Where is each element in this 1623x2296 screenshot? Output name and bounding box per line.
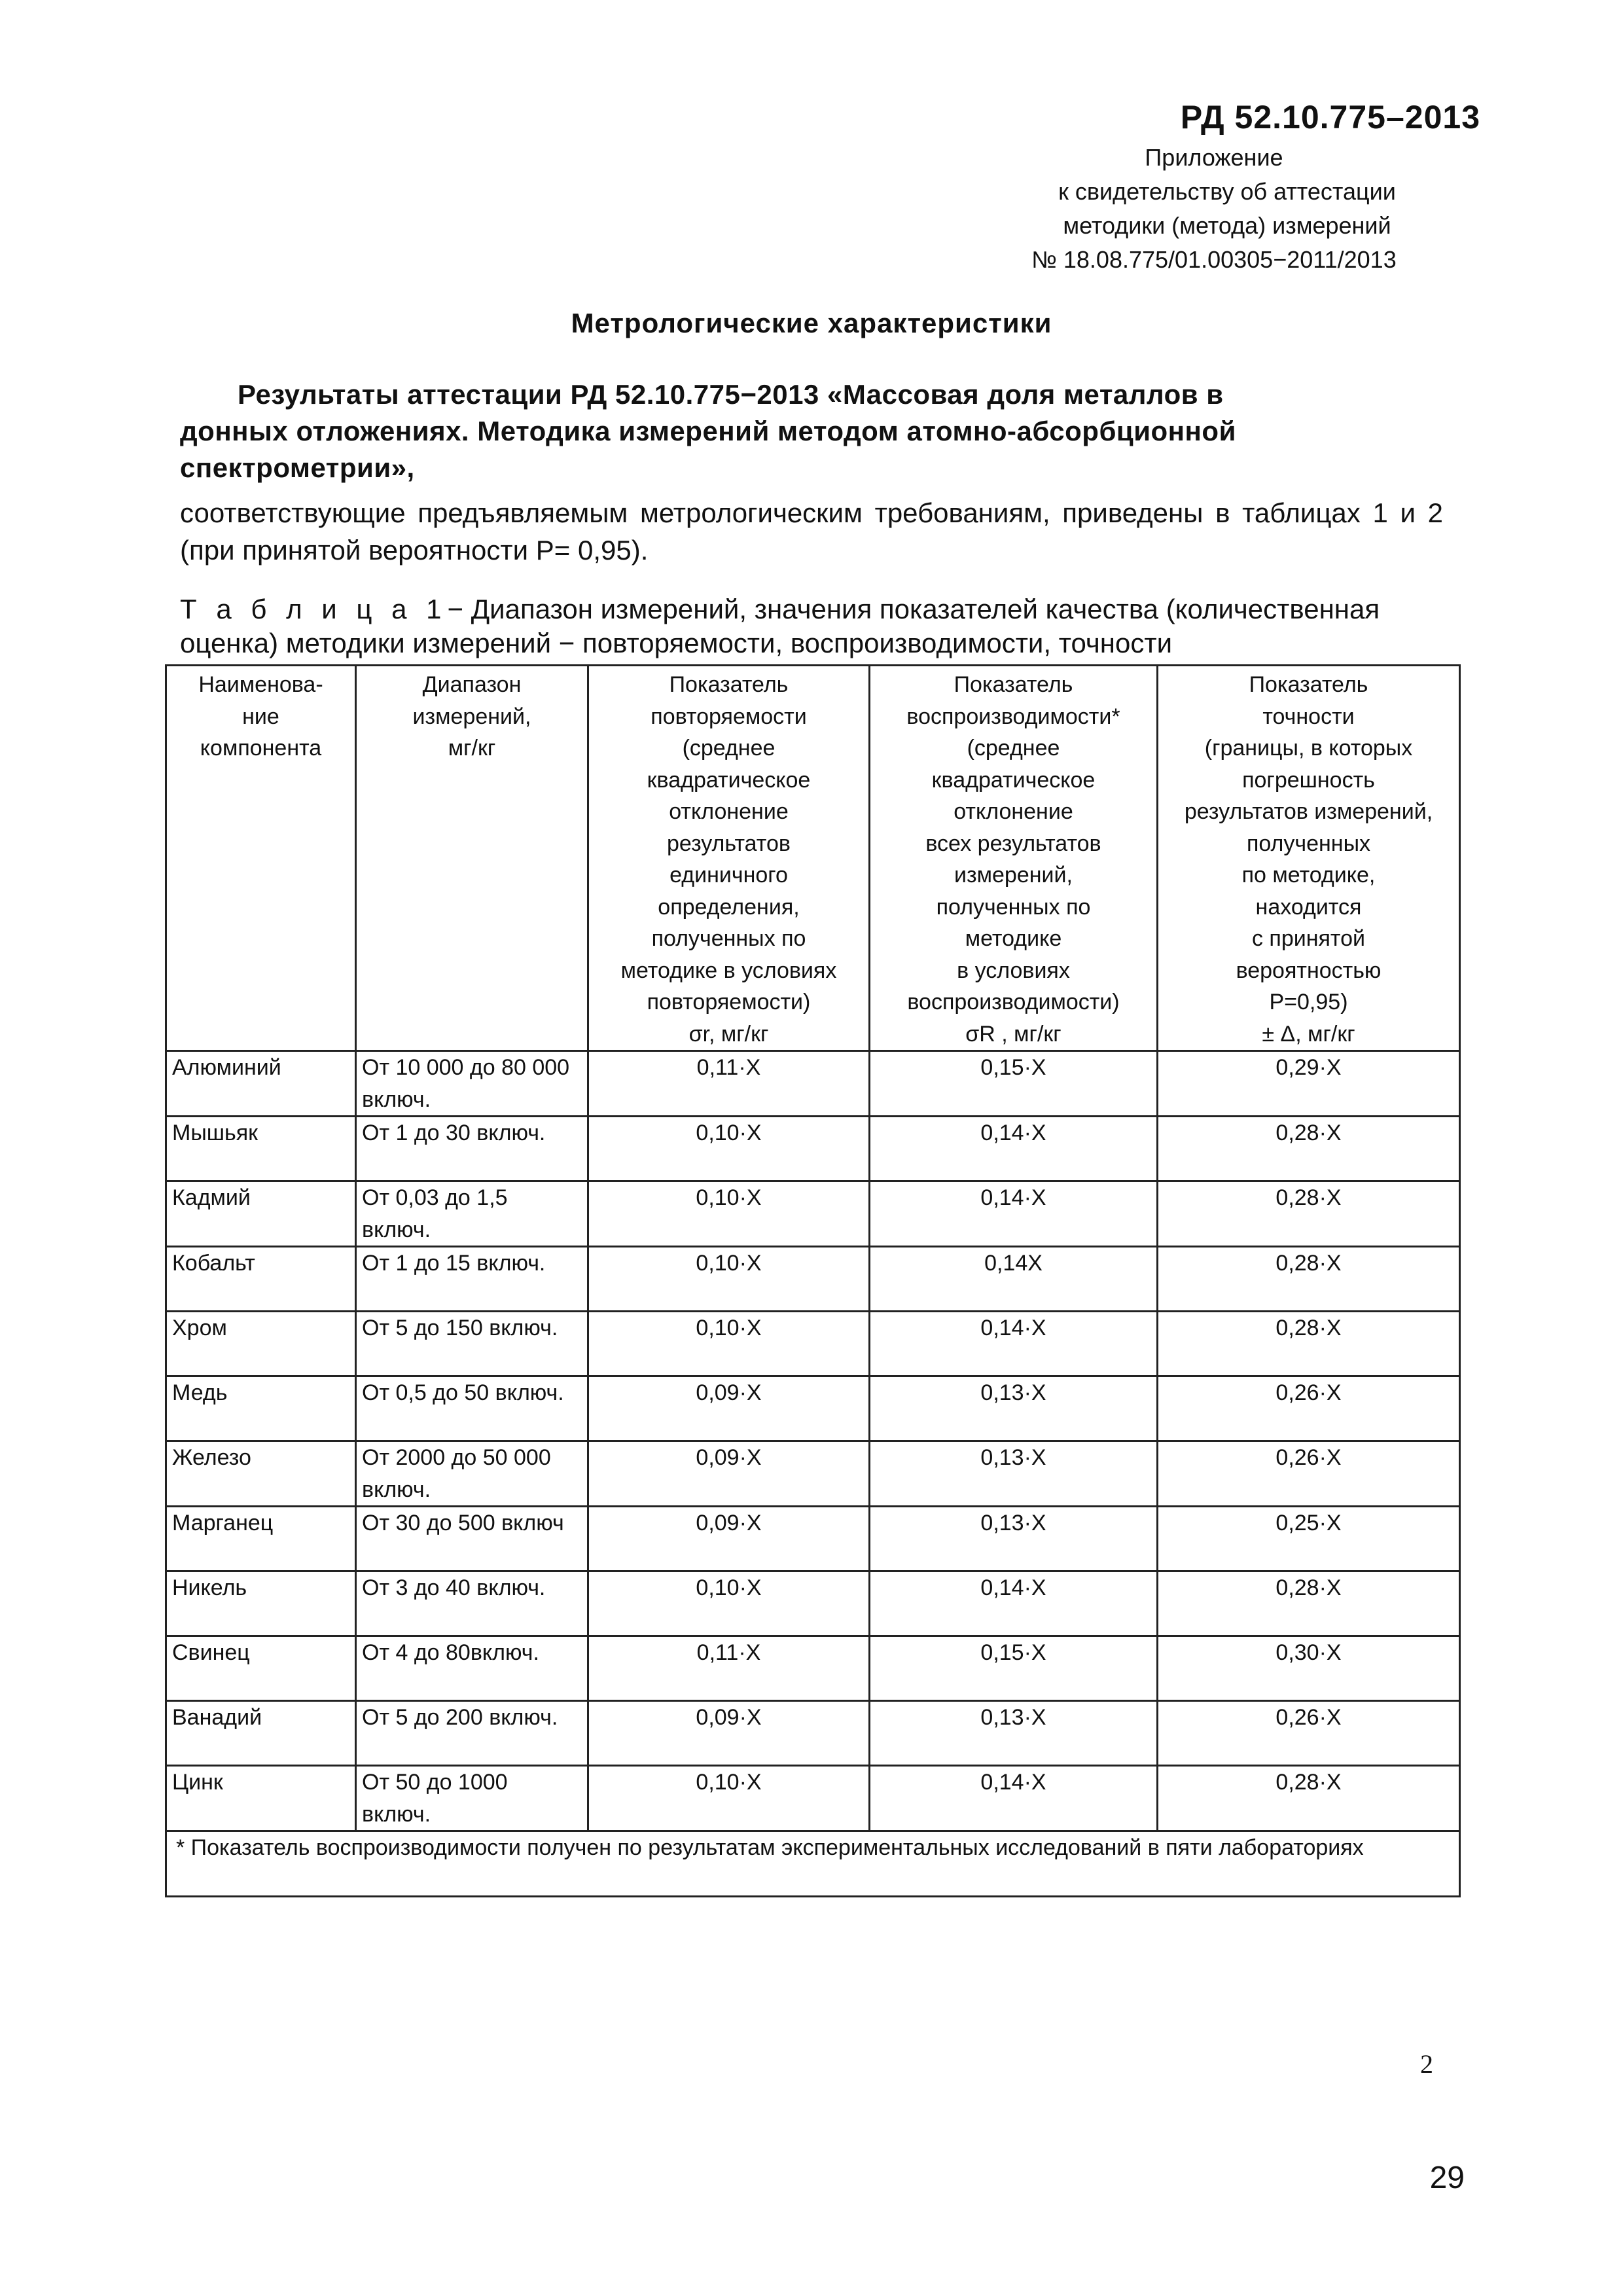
cell-reproducibility: 0,15·X (870, 1636, 1158, 1701)
table-caption-label: Т а б л и ц а 1 (180, 594, 448, 624)
results-title-line-1: Результаты аттестации РД 52.10.775−2013 «Массовая доля металлов в (238, 379, 1224, 410)
cell-range: От 30 до 500 включ (356, 1507, 588, 1571)
cell-range: От 10 000 до 80 000 включ. (356, 1051, 588, 1117)
cell-repeatability: 0,10·X (588, 1181, 870, 1247)
page-number: 29 (1429, 2161, 1465, 2195)
header-component: Наименова- ние компонента (166, 666, 356, 1051)
cell-component: Цинк (166, 1766, 356, 1831)
cell-range: От 1 до 30 включ. (356, 1117, 588, 1181)
results-text: соответствующие предъявляемым метрологическим требованиям, приведены в таблицах 1 и 2 (при принятой вероятности P= 0,95). (180, 497, 1443, 565)
cell-repeatability: 0,11·X (588, 1051, 870, 1117)
cell-repeatability: 0,11·X (588, 1636, 870, 1701)
cell-repeatability: 0,09·X (588, 1441, 870, 1507)
header-range: Диапазон измерений, мг/кг (356, 666, 588, 1051)
header-accuracy: Показатель точности (границы, в которых погрешность результатов измерений, полученных по методике, находится с принятой вероятностью P=0,95) ± Δ, мг/кг (1158, 666, 1460, 1051)
cell-repeatability: 0,10·X (588, 1571, 870, 1636)
header-reproducibility: Показатель воспроизводимости* (среднее квадратическое отклонение всех результатов измерений, полученных по методике в условиях воспроизводимости) σR , мг/кг (870, 666, 1158, 1051)
cell-range: От 0,03 до 1,5 включ. (356, 1181, 588, 1247)
table-row (166, 1701, 1460, 1766)
cell-repeatability: 0,10·X (588, 1312, 870, 1376)
cell-accuracy: 0,26·X (1158, 1376, 1460, 1441)
cell-range: От 1 до 15 включ. (356, 1247, 588, 1312)
cell-repeatability: 0,09·X (588, 1701, 870, 1766)
cell-range: От 2000 до 50 000 включ. (356, 1441, 588, 1507)
cell-accuracy: 0,28·X (1158, 1571, 1460, 1636)
appendix-line-number: № 18.08.775/01.00305−2011/2013 (1031, 246, 1397, 273)
cell-accuracy: 0,26·X (1158, 1441, 1460, 1507)
document-code: РД 52.10.775–2013 (1180, 99, 1480, 135)
cell-reproducibility: 0,14X (870, 1247, 1158, 1312)
cell-accuracy: 0,28·X (1158, 1312, 1460, 1376)
cell-repeatability: 0,09·X (588, 1376, 870, 1441)
cell-range: От 4 до 80включ. (356, 1636, 588, 1701)
cell-repeatability: 0,09·X (588, 1507, 870, 1571)
cell-reproducibility: 0,14·X (870, 1181, 1158, 1247)
cell-reproducibility: 0,13·X (870, 1507, 1158, 1571)
cell-reproducibility: 0,13·X (870, 1376, 1158, 1441)
table-row (166, 1312, 1460, 1376)
cell-accuracy: 0,28·X (1158, 1766, 1460, 1831)
cell-repeatability: 0,10·X (588, 1117, 870, 1181)
cell-reproducibility: 0,15·X (870, 1051, 1158, 1117)
cell-component: Марганец (166, 1507, 356, 1571)
header-repeatability: Показатель повторяемости (среднее квадратическое отклонение результатов единичного определения, полученных по методике в условиях повторяемости) σr, мг/кг (588, 666, 870, 1051)
cell-range: От 5 до 150 включ. (356, 1312, 588, 1376)
table-row (166, 1636, 1460, 1701)
cell-accuracy: 0,25·X (1158, 1507, 1460, 1571)
table-row (166, 1441, 1460, 1507)
cell-reproducibility: 0,14·X (870, 1117, 1158, 1181)
cell-accuracy: 0,28·X (1158, 1117, 1460, 1181)
cell-component: Алюминий (166, 1051, 356, 1117)
cell-component: Кадмий (166, 1181, 356, 1247)
table-row (166, 1507, 1460, 1571)
cell-component: Медь (166, 1376, 356, 1441)
metrology-table-wrap (165, 664, 1459, 1897)
appendix-line-certificate: к свидетельству об аттестации (1058, 178, 1396, 205)
table-caption-text: − Диапазон измерений, значения показателей качества (количественная оценка) методики измерений − повторяемости, воспроизводимости, точности (180, 594, 1380, 658)
cell-component: Свинец (166, 1636, 356, 1701)
appendix-line-method: методики (метода) измерений (1063, 212, 1391, 239)
cell-accuracy: 0,28·X (1158, 1247, 1460, 1312)
table-row (166, 1571, 1460, 1636)
results-title (180, 376, 1456, 486)
cell-component: Мышьяк (166, 1117, 356, 1181)
table-row (166, 1247, 1460, 1312)
cell-range: От 50 до 1000 включ. (356, 1766, 588, 1831)
cell-range: От 0,5 до 50 включ. (356, 1376, 588, 1441)
cell-repeatability: 0,10·X (588, 1766, 870, 1831)
cell-component: Кобальт (166, 1247, 356, 1312)
cell-reproducibility: 0,14·X (870, 1312, 1158, 1376)
appendix-label: Приложение (1145, 144, 1283, 171)
cell-accuracy: 0,26·X (1158, 1701, 1460, 1766)
cell-reproducibility: 0,13·X (870, 1441, 1158, 1507)
table-footnote: * Показатель воспроизводимости получен по результатам экспериментальных исследований в пяти лабораториях (166, 1831, 1460, 1897)
table-header-row (166, 666, 1460, 1051)
section-title: Метрологические характеристики (571, 308, 1052, 338)
cell-component: Железо (166, 1441, 356, 1507)
table-row (166, 1117, 1460, 1181)
cell-reproducibility: 0,14·X (870, 1571, 1158, 1636)
results-title-line-2: донных отложениях. Методика измерений методом атомно-абсорбционной (180, 416, 1236, 446)
cell-reproducibility: 0,14·X (870, 1766, 1158, 1831)
metrology-table (165, 664, 1461, 1897)
table-caption (180, 592, 1443, 660)
table-footnote-row (166, 1831, 1460, 1897)
cell-component: Хром (166, 1312, 356, 1376)
table-row (166, 1181, 1460, 1247)
page-number-small: 2 (1420, 2049, 1433, 2079)
cell-accuracy: 0,28·X (1158, 1181, 1460, 1247)
table-row (166, 1051, 1460, 1117)
cell-accuracy: 0,30·X (1158, 1636, 1460, 1701)
cell-repeatability: 0,10·X (588, 1247, 870, 1312)
results-title-line-3: спектрометрии», (180, 452, 415, 483)
cell-range: От 3 до 40 включ. (356, 1571, 588, 1636)
table-row (166, 1766, 1460, 1831)
cell-component: Ванадий (166, 1701, 356, 1766)
cell-reproducibility: 0,13·X (870, 1701, 1158, 1766)
cell-component: Никель (166, 1571, 356, 1636)
table-row (166, 1376, 1460, 1441)
cell-range: От 5 до 200 включ. (356, 1701, 588, 1766)
cell-accuracy: 0,29·X (1158, 1051, 1460, 1117)
